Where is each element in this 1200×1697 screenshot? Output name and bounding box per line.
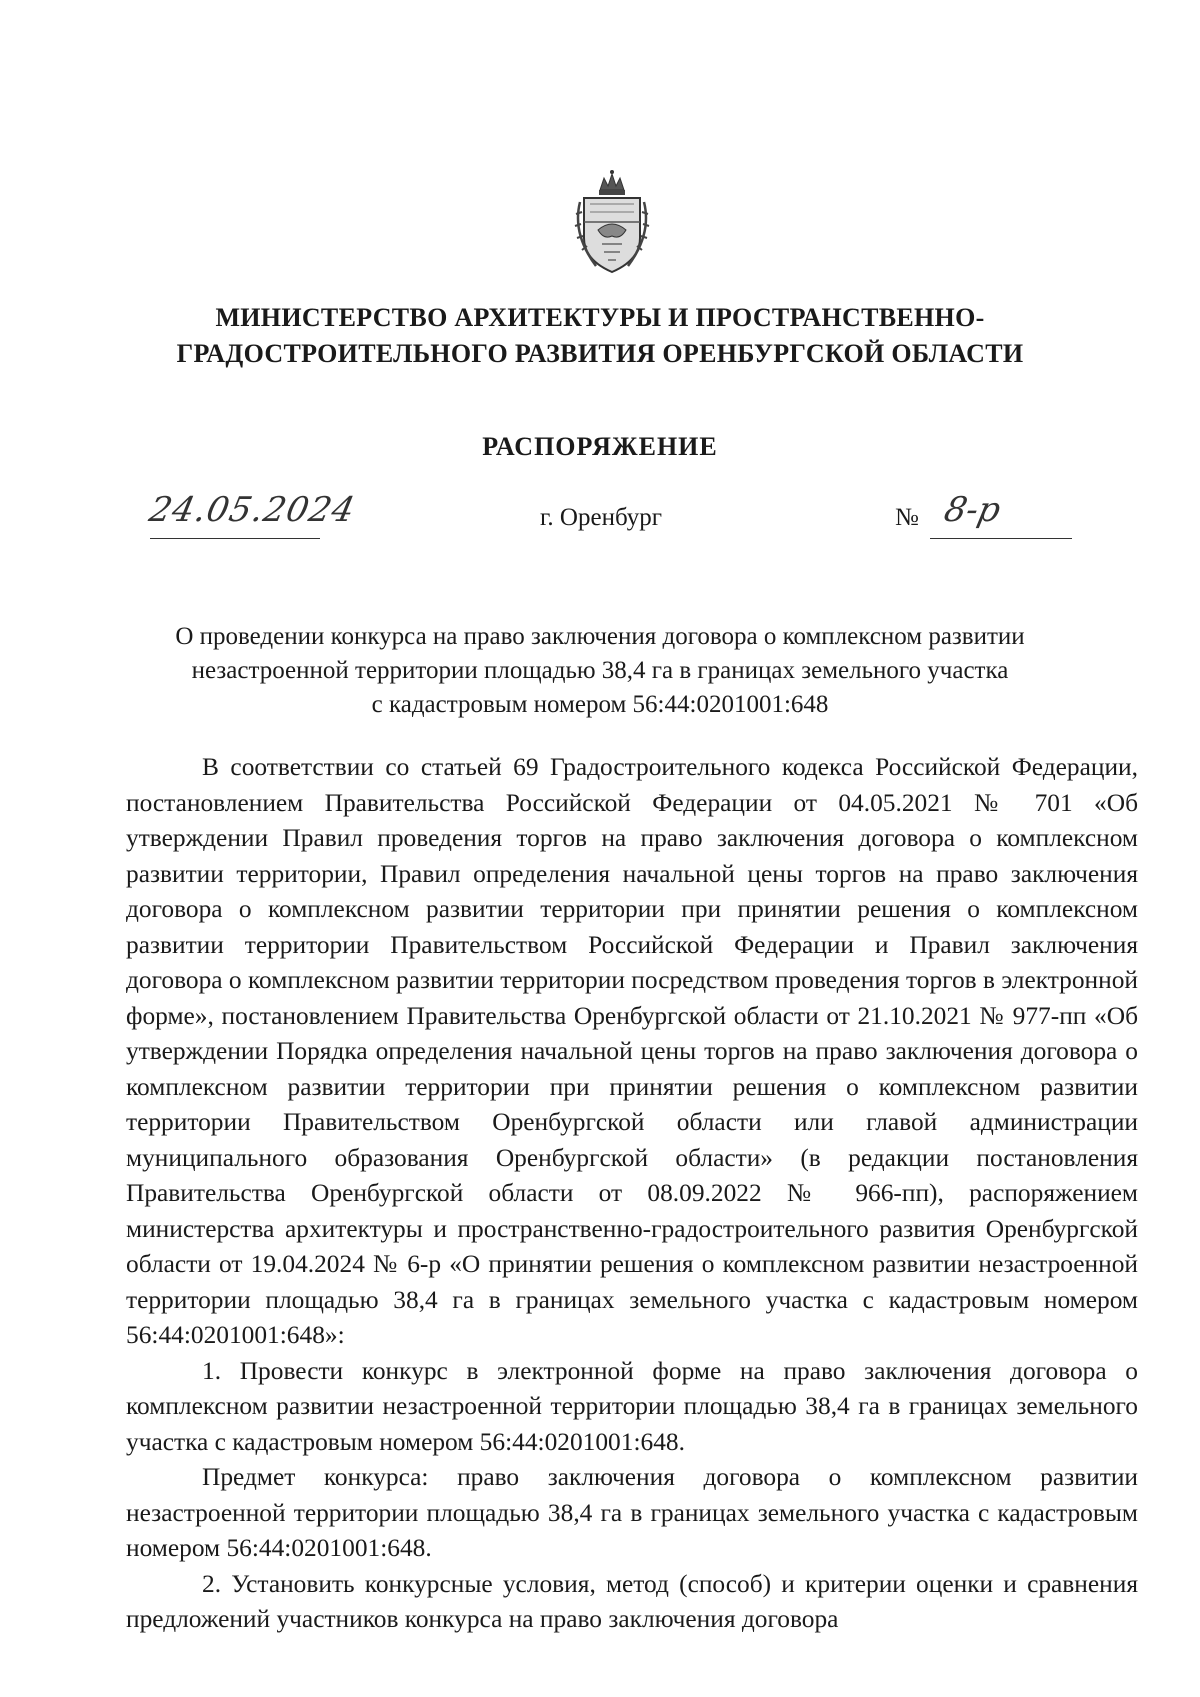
document-number: 8-р [940,490,1005,530]
ministry-name-line2: ГРАДОСТРОИТЕЛЬНОГО РАЗВИТИЯ ОРЕНБУРГСКОЙ ОБЛАСТИ [176,339,1024,368]
body-paragraph: В соответствии со статьей 69 Градостроительного кодекса Российской Федерации, постановлением Правительства Российской Федерации от 04.05.2021 № 701 «Об утверждении Правил проведения торгов на право заключения договора о комплексном развитии территории, Правил определения начальной цены торгов на право заключения договора о комплексном развитии территории при принятии решения о комплексном развитии территории Правительством Российской Федерации и Правил заключения договора о комплексном развитии территории посредством проведения торгов в электронной форме», постановлением Правительства Оренбургской области от 21.10.2021 № 977-пп «Об утверждении Порядка определения начальной цены торгов на право заключения договора о комплексном развитии территории при принятии решения о комплексном развитии территории Правительством Оренбургской области или главой администрации муниципального образования Оренбургской области» (в редакции постановления Правительства Оренбургской области от 08.09.2022 № 966-пп), распоряжением министерства архитектуры и пространственно-градостроительного развития Оренбургской области от 19.04.2024 № 6-р «О принятии решения о комплексном развитии незастроенной территории площадью 38,4 га в границах земельного участка с кадастровым номером 56:44:0201001:648»: [126,753,1138,1349]
date-underline [150,538,320,539]
subject-line3: с кадастровым номером 56:44:0201001:648 [371,691,829,718]
coat-of-arms-icon [570,168,654,276]
ministry-name [120,300,1080,372]
document-subject [120,620,1080,722]
document-type: РАСПОРЯЖЕНИЕ [482,432,718,461]
document-date: 24.05.2024 [145,490,359,530]
subject-line2: незастроенной территории площадью 38,4 га в границах земельного участка [191,657,1009,684]
number-label: № [895,504,919,531]
subject-line1: О проведении конкурса на право заключения договора о комплексном развитии [175,623,1025,650]
body-paragraph: 2. Установить конкурсные условия, метод (способ) и критерии оценки и сравнения предложений участников конкурса на право заключения договора [126,1569,1138,1633]
number-underline [930,538,1072,539]
body-paragraph: Предмет конкурса: право заключения договора о комплексном развитии незастроенной территории площадью 38,4 га в границах земельного участка с кадастровым номером 56:44:0201001:648. [126,1463,1138,1562]
document-body [126,750,1138,1638]
body-paragraph: 1. Провести конкурс в электронной форме на право заключения договора о комплексном развитии незастроенной территории площадью 38,4 га в границах земельного участка с кадастровым номером 56:44:0201001:648. [126,1356,1138,1456]
document-city: г. Оренбург [540,504,662,531]
ministry-name-line1: МИНИСТЕРСТВО АРХИТЕКТУРЫ И ПРОСТРАНСТВЕННО- [215,303,985,332]
